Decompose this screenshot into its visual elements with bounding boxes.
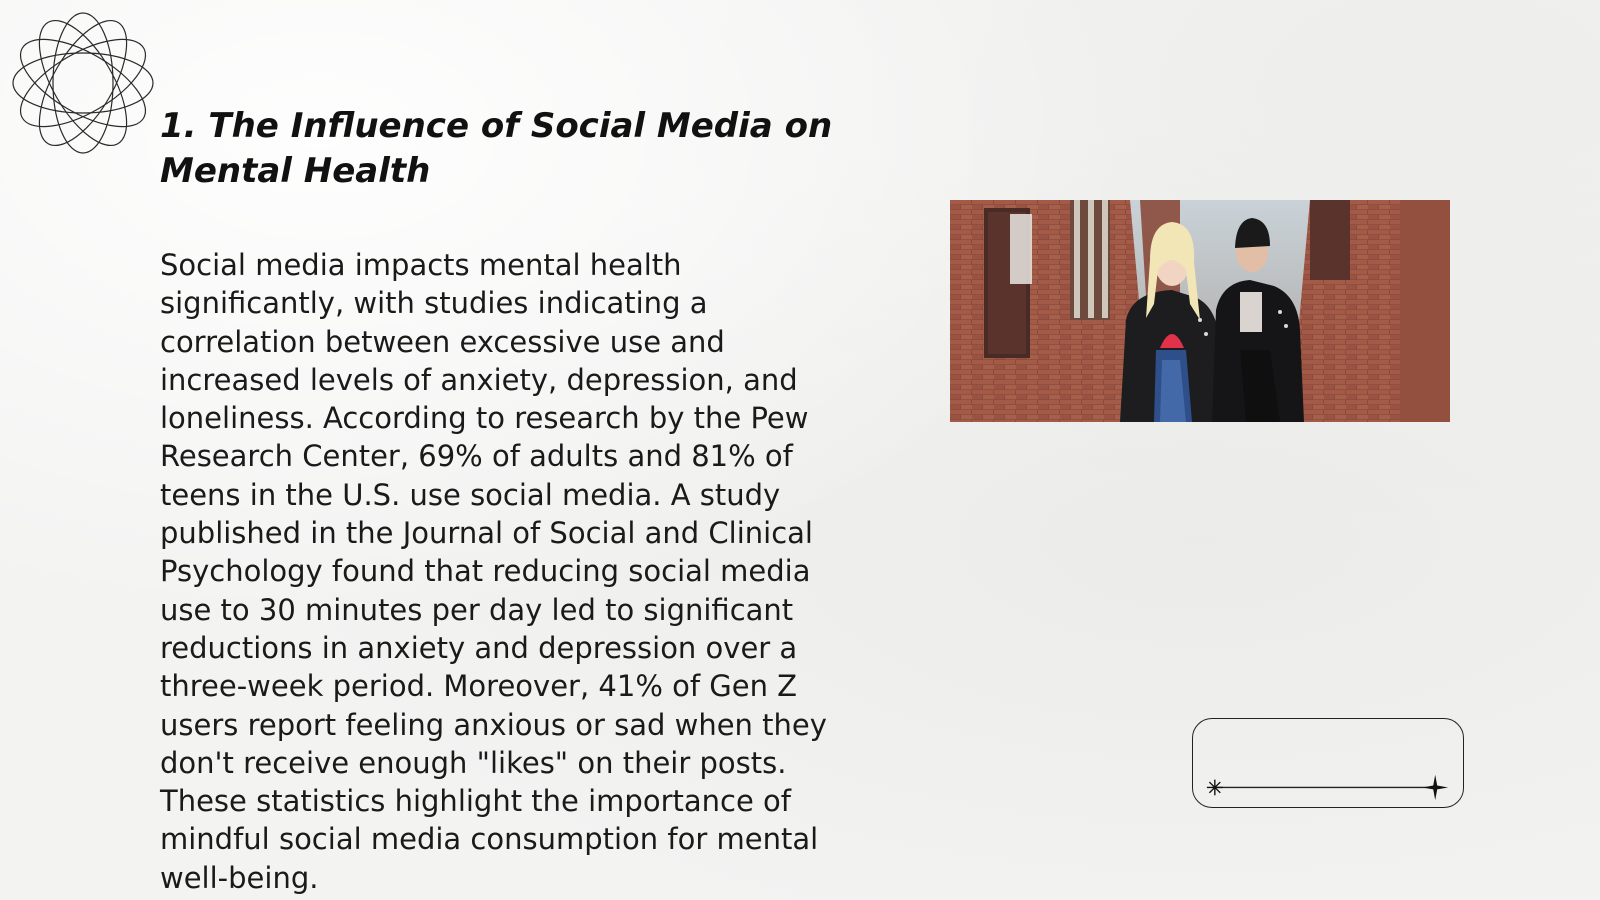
- slide-title: 1. The Influence of Social Media on Mental Health: [160, 106, 833, 191]
- decorative-pill-frame: [1192, 718, 1464, 808]
- slide-photo: [950, 200, 1450, 422]
- orbit-rings-icon: [10, 10, 156, 156]
- sparkle-cross-icon: [1422, 775, 1448, 800]
- starburst-icon: [1207, 780, 1223, 796]
- slide-body-text: Social media impacts mental health significantly, with studies indicating a correlation between excessive use and increased levels of anxiety, depression, and loneliness. According to research by the Pew Research Center, 69% of adults and 81% of teens in the U.S. use social media. A study published in the Journal of Social and Clinical Psychology found that reducing social media use to 30 minutes per day led to significant reductions in anxiety and depression over a three-week period. Moreover, 41% of Gen Z users report feeling anxious or sad when they don't receive enough "likes" on their posts. These statistics highlight the importance of mindful social media consumption for mental well-being.: [160, 248, 827, 895]
- pill-line-decoration: [1193, 719, 1463, 807]
- photo-two-people-alley: [950, 200, 1450, 422]
